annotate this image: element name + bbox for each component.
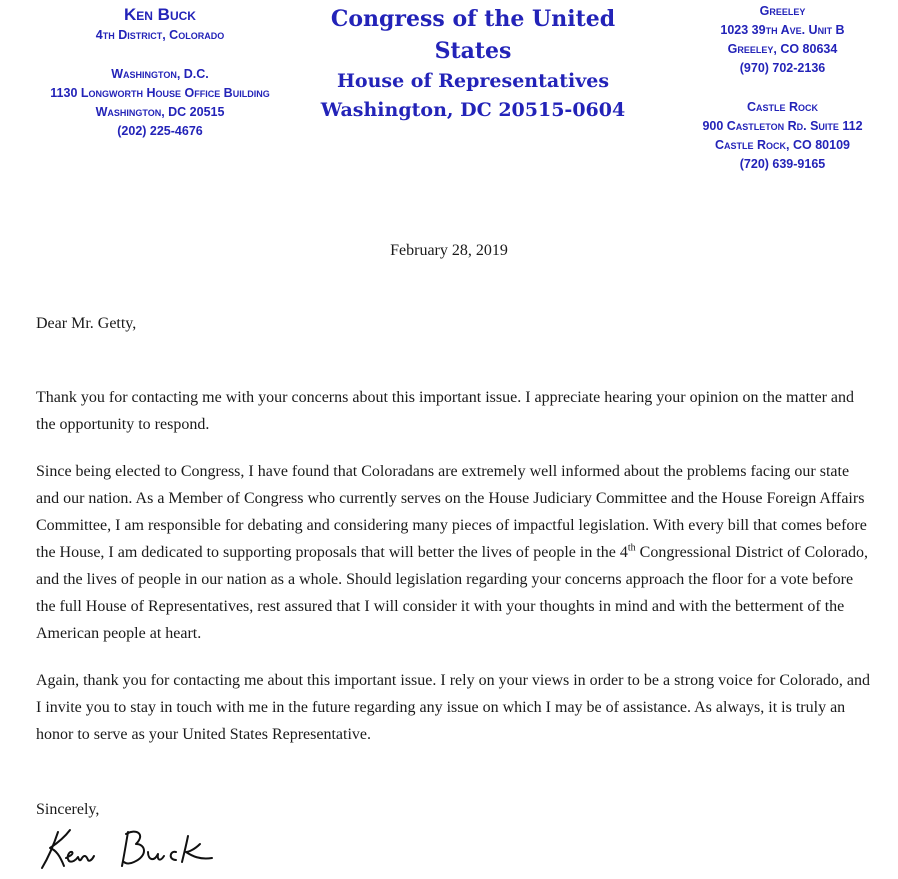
letter-date: February 28, 2019 — [390, 242, 508, 259]
washington-zip: Washington, DC 20515-0604 — [320, 99, 626, 121]
paragraph-2-part-1: Since being elected to Congress, I have found that Coloradans are extremely well informed about the problems facing our state and our nation. As a Member of Congress who currently serves on the House Judiciary Committee and the House Foreign Affairs Committee, I am responsible for debating and considering many pieces of impactful legislation. With every bill that comes before the House, I am dedicated to supporting proposals that will better the lives of people in the 4 — [36, 463, 867, 561]
greeley-address-line2: Greeley, CO 80634 — [727, 42, 838, 56]
dc-address-line2: Washington, DC 20515 — [95, 105, 225, 119]
district: 4th District, Colorado — [95, 28, 225, 42]
congress-title: Congress of the United States — [330, 6, 616, 64]
paragraph-2-part-2: Congressional District of Colorado, and the lives of people in our nation as a whole. Should legislation regarding your concerns approach the floor for a vote before the full House of Representatives, rest assured that I will consider it with your thoughts in mind and with the betterment of the American people at heart. — [36, 544, 869, 642]
dc-address-line1: 1130 Longworth House Office Building — [50, 86, 270, 100]
house-title: House of Representatives — [336, 70, 610, 92]
letterhead-right — [685, 2, 880, 174]
paragraph-2 — [36, 458, 876, 647]
greeley-office-label: Greeley — [759, 4, 806, 18]
castle-rock-address-line2: Castle Rock, CO 80109 — [715, 138, 850, 152]
paragraph-3: Again, thank you for contacting me about this important issue. I rely on your views in order to be a strong voice for Colorado, and I invite you to stay in touch with me in the future regarding any issue on which I may be of assistance. As always, it is truly an honor to serve as your United States Representative. — [36, 672, 871, 743]
paragraph-1: Thank you for contacting me with your concerns about this important issue. I appreciate hearing your opinion on the matter and the opportunity to respond. — [36, 389, 854, 433]
letter-body — [36, 384, 876, 768]
handwritten-signature-icon — [36, 822, 236, 874]
castle-rock-address-line1: 900 Castleton Rd. Suite 112 — [702, 119, 863, 133]
dc-phone: (202) 225-4676 — [117, 124, 203, 138]
dc-office-label: Washington, D.C. — [111, 67, 209, 81]
greeley-phone: (970) 702-2136 — [739, 61, 826, 75]
greeley-address-line1: 1023 39th Ave. Unit B — [720, 23, 845, 37]
letterhead-center — [298, 3, 648, 125]
salutation: Dear Mr. Getty, — [36, 315, 137, 332]
closing: Sincerely, — [36, 801, 100, 818]
castle-rock-phone: (720) 639-9165 — [739, 157, 826, 171]
letterhead-left — [30, 4, 290, 141]
representative-name: Ken Buck — [124, 5, 196, 24]
ordinal-suffix: th — [627, 542, 636, 554]
castle-rock-office-label: Castle Rock — [746, 100, 819, 114]
